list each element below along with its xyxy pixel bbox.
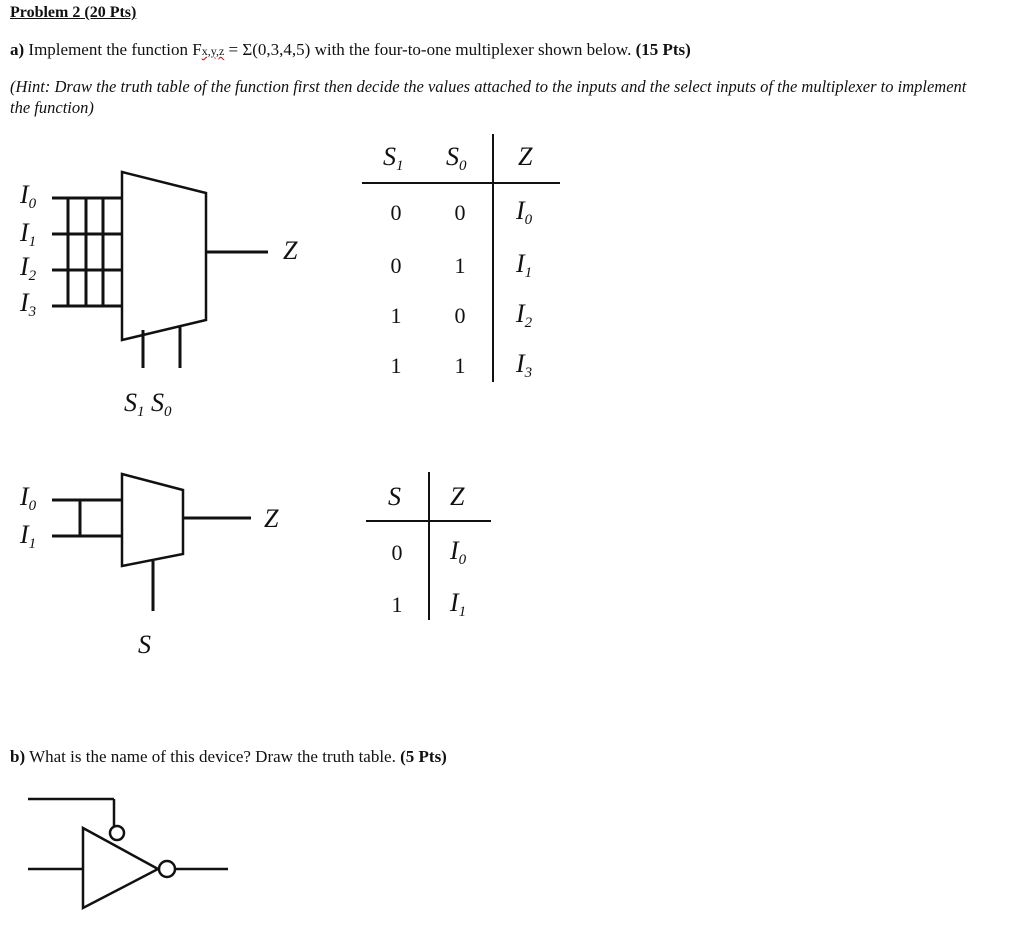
mux2-diagram [52, 474, 251, 611]
part-b-text: b) What is the name of this device? Draw the truth table. [10, 747, 401, 766]
part-a-rest: = Σ(0,3,4,5) with the four-to-one multiplexer shown below. [224, 40, 636, 59]
table4-row1-s0: 1 [454, 253, 466, 278]
table2-row1-s: 1 [391, 592, 403, 617]
table4-row1-s1: 0 [390, 253, 402, 278]
mux4-body [122, 172, 206, 340]
part-a-hint: (Hint: Draw the truth table of the function first then decide the values attached to the inputs and the select inputs of the multiplexer to implement the function) [10, 77, 967, 117]
mux4-diagram [52, 172, 268, 368]
table2-header-z: Z [450, 482, 465, 511]
tristate-inverter-symbol [28, 799, 228, 908]
mux4-select-labels: $S_1$ $S_0$ [124, 388, 172, 420]
part-b-points: (5 Pts) [400, 747, 447, 766]
table2-row1-z: $I_1$ [450, 588, 467, 620]
mux2-select-label: S [138, 630, 151, 659]
table4-row3-z: $I_3$ [516, 349, 533, 381]
mux4-input-label-3: $I_3$ [20, 288, 37, 320]
mux2-output-label: Z [264, 504, 279, 533]
mux4-input-label-0: $I_0$ [20, 180, 37, 212]
table4-row2-z: $I_2$ [516, 299, 533, 331]
output-bubble [159, 861, 175, 877]
table4-row2-s0: 0 [454, 303, 466, 328]
table4-row2-s1: 1 [390, 303, 402, 328]
table4-row0-z: $I_0$ [516, 196, 533, 228]
function-name: Fx,y,z [192, 40, 225, 59]
mux2-input-label-1: $I_1$ [20, 520, 37, 552]
mux2-input-label-0: $I_0$ [20, 482, 37, 514]
mux2-body [122, 474, 183, 566]
problem-title: Problem 2 (20 Pts) [10, 4, 137, 21]
table4-row3-s1: 1 [390, 353, 402, 378]
part-a-points: (15 Pts) [635, 40, 691, 59]
part-a-marker: a) [10, 40, 25, 59]
table4-header-s1: $S_1$ [383, 142, 404, 174]
table2-header-s: S [388, 482, 401, 511]
part-b-marker: b) [10, 747, 26, 766]
table4-header-z: Z [518, 142, 533, 171]
mux4-output-label: Z [283, 236, 298, 265]
table4-row0-s1: 0 [390, 200, 402, 225]
mux4-input-label-1: $I_1$ [20, 218, 37, 250]
table2-row0-s: 0 [391, 540, 403, 565]
function-subscript: x,y,z [201, 44, 225, 58]
table4-row0-s0: 0 [454, 200, 466, 225]
table4-row1-z: $I_1$ [516, 249, 533, 281]
table4-row3-s0: 1 [454, 353, 466, 378]
part-b-question [10, 747, 447, 767]
mux4-input-label-2: $I_2$ [20, 252, 37, 284]
table4-header-s0: $S_0$ [446, 142, 467, 174]
enable-bubble [110, 826, 124, 840]
part-a-prefix: a) Implement the function [10, 40, 193, 59]
table2-row0-z: $I_0$ [450, 536, 467, 568]
